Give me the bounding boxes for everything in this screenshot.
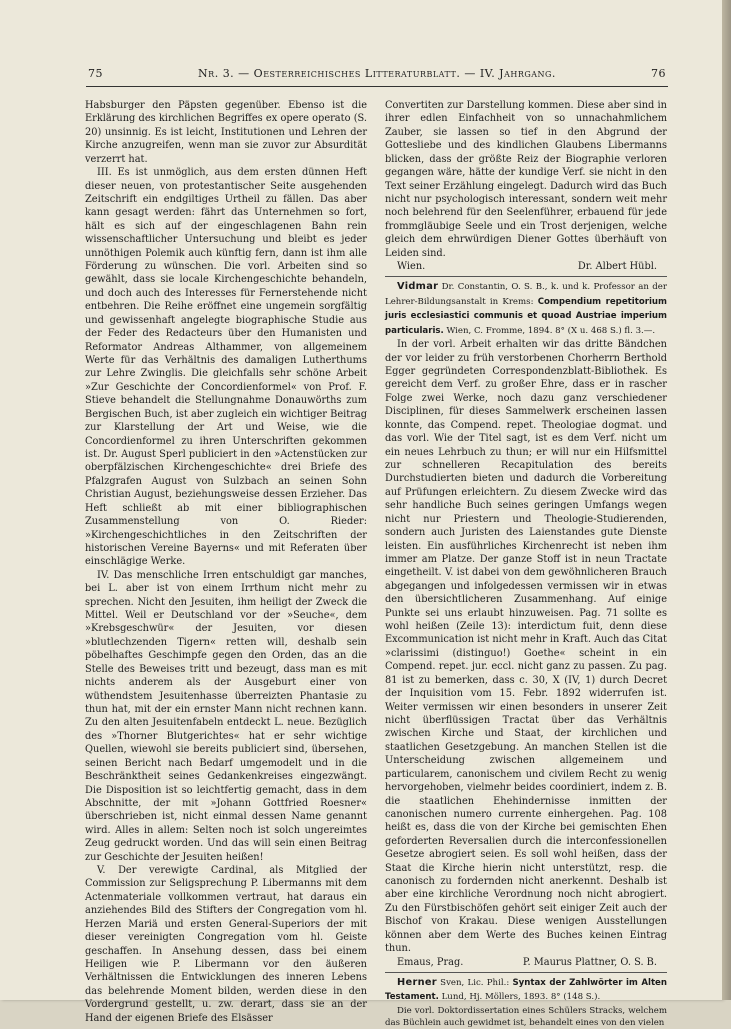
review-bibliography: Dr. Constantin, O. S. B., k. und k. Professor an der Lehrer-Bildungsanstalt in Krems:: [385, 282, 667, 307]
paragraph: III. Es ist unmöglich, aus dem ersten dünnen Heft dieser neuen, von protestantischer Seite ausgehenden Zeitschrift ein endgiltiges Urtheil zu fällen. Das aber kann gesagt werden: fährt das Unternehmen so fort, hält es sich auf der eingeschlagenen Bahn rein wissenschaftlicher Untersuchung und bleibt es jeder unnöthigen Polemik auch künftig fern, dann ist ihm alle Förderung zu wünschen. Die vorl. Arbeiten sind so gewählt, dass sie locale Kirchengeschichte behandeln, und doch auch des Interesses für Fernerstehende nicht entbehren. Die Reihe eröffnet eine ungemein sorgfältig und gewissenhaft angelegte biographische Studie aus der Feder des Redacteurs über den Humanisten und Reformator Andreas Althammer, von allgemeinem Werte für das Verhältnis des damaligen Lutherthums zur Lehre Zwinglis. Die gleichfalls sehr schöne Arbeit »Zur Geschichte der Concordienformel« von Prof. F. Stieve behandelt die Stellungnahme Donauwörths zum Bergischen Buch, ist aber zugleich ein wichtiger Beitrag zur Klarstellung der Art und Weise, wie die Concordienformel zu ihren Unterschriften gekommen ist. Dr. August Sperl publiciert in den »Actenstücken zur oberpfälzischen Kirchengeschichte« drei Briefe des Pfalzgrafen August von Sulzbach an seinen Sohn Christian August, beziehungsweise dessen Erzieher. Das Heft schließt ab mit einer bibliographischen Zusammenstellung von O. Rieder: »Kirchengeschichtliches in den Zeitschriften der historischen Vereine Bayerns« und mit Referaten über einschlägige Werke.: [85, 167, 367, 568]
signature-name: P. Maurus Plattner, O. S. B.: [522, 956, 657, 968]
review-title: Compendium repetitorium juris ecclesiastici communis et quoad Austriae imperium particularis.: [385, 296, 667, 336]
signature: [385, 260, 667, 273]
signature-place: Emaus, Prag.: [397, 956, 464, 968]
review-publisher: Wien, C. Fromme, 1894. 8° (X u. 468 S.) fl. 3.—.: [443, 325, 656, 336]
review-author: Herner: [397, 977, 437, 988]
review-bibliography: Sven, Lic. Phil.:: [436, 978, 513, 988]
review-publisher: Lund, Hj. Möllers, 1893. 8° (148 S.).: [438, 992, 601, 1003]
review-author: Vidmar: [397, 281, 439, 293]
page-number-left: 75: [88, 67, 103, 80]
signature-place: Wien.: [397, 261, 426, 273]
header-rule: [86, 86, 668, 87]
paragraph: Habsburger den Päpsten gegenüber. Ebenso ist die Erklärung des kirchlichen Begriffes ex opere operato (S. 20) unsinnig. Es ist leicht, Institutionen und Lehren der Kirche anzugreifen, wenn man sie zuvor zur Absurdität verzerrt hat.: [85, 100, 367, 165]
left-column: [85, 99, 367, 1025]
paragraph: Convertiten zur Darstellung kommen. Diese aber sind in ihrer edlen Einfachheit von so unnachahmlichem Zauber, sie lassen so tief in den Abgrund der Gottesliebe und des kindlichen Glaubens Libermanns blicken, dass der größte Reiz der Biographie verloren gegangen wäre, hätte der kundige Verf. sie nicht in den Text seiner Erzählung eingelegt. Dadurch wird das Buch nicht nur psychologisch interessant, sondern weit mehr noch belehrend für den Seelenführer, erbauend für jede frommgläubige Seele und ein Trost derjenigen, welche gleich dem ehrwürdigen Diener Gottes überhäuft von Leiden sind.: [385, 100, 667, 259]
page-edge: [722, 0, 731, 1000]
review-divider: [385, 276, 667, 277]
paragraph: Die vorl. Doktordissertation eines Schülers Stracks, welchem das Büchlein auch gewidmet ist, behandelt eines von den vielen: [385, 1005, 667, 1028]
review-heading: [385, 976, 667, 1005]
signature: [385, 956, 667, 969]
paragraph: IV. Das menschliche Irren entschuldigt gar manches, bei L. aber ist von einem Irrthum nicht mehr zu sprechen. Nicht den Jesuiten, ihm heiligt der Zweck die Mittel. Weil er Deutschland vor der »Seuche«, dem »Krebsgeschwür« der Jesuiten, vor diesen »blutlechzenden Tigern« retten will, deshalb sein pöbelhaftes Geschimpfe gegen den Orden, das an die Stelle des Beweises tritt und bezeugt, dass man es mit nichts anderem als der Ausgeburt einer von wüthendstem Jesuitenhasse überreizten Phantasie zu thun hat, mit der ein ernster Mann nicht rechnen kann. Zu den alten Jesuitenfabeln entdeckt L. neue. Bezüglich des »Thorner Blutgerichtes« hat er sehr wichtige Quellen, wiewohl sie bereits publiciert sind, übersehen, seinen Bericht nach Bedarf umgemodelt und in die Beschränktheit seines Gedankenkreises eingezwängt. Die Disposition ist so leichtfertig gemacht, dass in dem Abschnitte, der mit »Johann Gottfried Roesner« überschrieben ist, nicht einmal dessen Name genannt wird. Alles in allem: Selten noch ist solch ungereimtes Zeug gedruckt worden. Und das will sein einen Beitrag zur Geschichte der Jesuiten heißen!: [85, 569, 367, 863]
paragraph: In der vorl. Arbeit erhalten wir das dritte Bändchen der vor leider zu früh verstorbenen Chorherrn Berthold Egger gegründeten Correspondenzblatt-Bibliothek. Es gereicht dem Verf. zu großer Ehre, dass er in rascher Folge zwei Werke, noch dazu ganz verschiedener Disciplinen, für dieses Sammelwerk erscheinen lassen konnte, das Compend. repet. Theologiae dogmat. und das vorl. Wie der Titel sagt, ist es dem Verf. nicht um ein neues Lehrbuch zu thun; er will nur ein Hilfsmittel zur schnelleren Recapitulation des bereits Durchstudierten bieten und dadurch die Vorbereitung auf Prüfungen erleichtern. Zu diesem Zwecke wird das sehr handliche Buch seines geringen Umfangs wegen nicht nur Priestern und Theologie-Studierenden, sondern auch Juristen des Laienstandes gute Dienste leisten. Ein ausführliches Kirchenrecht ist neben ihm immer am Platze. Der ganze Stoff ist in neun Tractate eingetheilt. V. ist dabei von dem gewöhnlicheren Brauch abgegangen und infolgedessen vermissen wir in etwas den übersichtlicheren Zusammenhang. Auf einige Punkte sei uns erlaubt hinzuweisen. Pag. 71 sollte es wohl heißen (Zeile 13): interdictum fuit, denn diese Excommunication ist nicht mehr in Kraft. Auch das Citat »clarissimi (distinguo!) Goethe« scheint in ein Compend. repet. jur. eccl. nicht ganz zu passen. Zu pag. 81 ist zu bemerken, dass c. 30, X (IV, 1) durch Decret der Inquisition vom 15. Febr. 1892 widerrufen ist. Weiter vermissen wir einen besonders in unserer Zeit nicht überflüssigen Tractat über das Verhältnis zwischen Kirche und Staat, der kirchlichen und staatlichen Gesetzgebung. An manchen Stellen ist die Unterscheidung zwischen allgemeinem und particularem, canonischem und civilem Recht zu wenig hervorgehoben, vielmehr beides coordiniert, indem z. B. die staatlichen Ehehindernisse inmitten der canonischen numero currente einhergehen. Pag. 108 heißt es, dass die von der Kirche bei gemischten Ehen geforderten Reversalien durch die interconfessionellen Gesetze abrogiert seien. Es soll wohl heißen, dass der Staat die Kirche hierin nicht unterstützt, resp. die canonisch zu fordernden nicht anerkennt. Deshalb ist aber eine kirchliche Verordnung noch nicht abrogiert. Zu den Fürstbischöfen gehört seit einiger Zeit auch der Bischof von Krakau. Diese wenigen Ausstellungen können aber dem Werte des Buches keinen Eintrag thun.: [385, 339, 667, 955]
review-heading: [385, 280, 667, 338]
signature-name: Dr. Albert Hübl.: [577, 261, 657, 273]
journal-title: Nr. 3. — Oesterreichisches Litteraturblatt. — IV. Jahrgang.: [198, 67, 556, 80]
review-divider: [385, 972, 667, 973]
review-title: Syntax der Zahlwörter im Alten Testament.: [385, 978, 668, 1003]
paragraph: V. Der verewigte Cardinal, als Mitglied der Commission zur Seligsprechung P. Libermanns mit dem Actenmateriale vollkommen vertraut, hat daraus ein anziehendes Bild des Stifters der Congregation vom hl. Herzen Mariä und ersten General-Superiors der mit dieser vereinigten Congregation vom hl. Geiste geschaffen. In Ansehung dessen, dass bei einem Heiligen wie P. Libermann vor den äußeren Verhältnissen die Entwicklungen des inneren Lebens das belehrende Moment bilden, werden diese in den Vordergrund gestellt, u. zw. derart, dass sie an der Hand der eigenen Briefe des Elsässer: [85, 865, 367, 1024]
running-header: [88, 67, 666, 80]
right-column: [385, 99, 667, 1029]
page-number-right: 76: [650, 67, 666, 80]
